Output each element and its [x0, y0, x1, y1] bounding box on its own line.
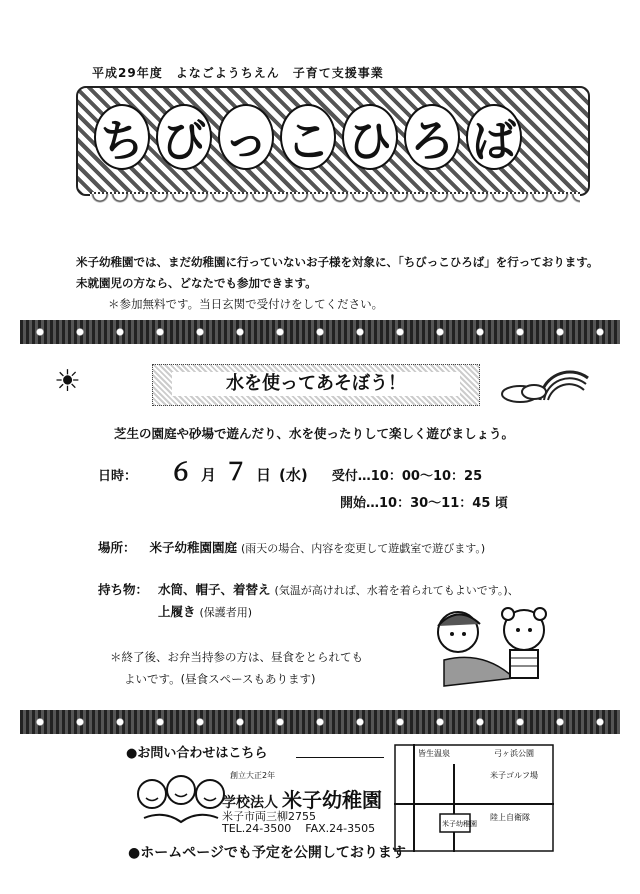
lunch-note: [110, 646, 410, 690]
title-banner: [76, 86, 590, 216]
school-name: 米子幼稚園: [282, 788, 382, 812]
title-char: ば: [466, 104, 522, 170]
lace-border: [90, 192, 580, 214]
homepage-note: ●ホームページでも予定を公開しております: [128, 845, 406, 861]
dotted-divider: [20, 710, 620, 734]
start-time: 開始…10：30～11：45 頃: [340, 496, 508, 511]
school-prefix: 学校法人: [222, 795, 278, 811]
map-label: 陸上自衛隊: [490, 813, 530, 822]
title-char: っ: [218, 104, 274, 170]
items-label: 持ち物：: [98, 582, 149, 597]
place-row: [98, 538, 485, 556]
school-address: 米子市両三柳2755: [222, 810, 316, 823]
items-row: [98, 580, 519, 598]
phone-number: TEL.24-3500: [222, 822, 292, 835]
place-label: 場所：: [98, 540, 136, 555]
contact-heading: ●お問い合わせはこちら: [126, 746, 268, 761]
phone-row: [222, 822, 375, 835]
fax-number: FAX.24-3505: [305, 822, 376, 835]
intro-line: 米子幼稚園では、まだ幼稚園に行っていないお子様を対象に、「ちびっこひろば」を行っております。: [76, 255, 599, 269]
children-illustration: [424, 600, 560, 690]
intro-text: [76, 252, 598, 315]
event-subtitle: 水を使ってあそぼう！: [172, 372, 460, 396]
title-char: ひ: [342, 104, 398, 170]
date-row: [98, 452, 482, 487]
program-header: 平成29年度 よなごようちえん 子育て支援事業: [92, 66, 384, 80]
dotted-divider: [20, 320, 620, 344]
items-note: (気温が高ければ、水着を着られてもよいです。)、: [274, 584, 519, 597]
date-month-unit: 月: [201, 466, 217, 484]
items-row-2: [158, 602, 252, 620]
map-school: 米子幼稚園: [442, 820, 477, 828]
map-label: 弓ヶ浜公園: [494, 749, 534, 758]
items-note-2: (保護者用): [199, 606, 253, 619]
title-char: ち: [94, 104, 150, 170]
intro-note: ＊参加無料です。当日玄関で受付けをしてください。: [108, 297, 384, 311]
place-note: (雨天の場合、内容を変更して遊戯室で遊びます。): [241, 542, 486, 555]
items-value: 水筒、帽子、着替え: [158, 582, 271, 597]
map-label: 米子ゴルフ場: [490, 771, 538, 780]
banner-title: [94, 104, 522, 170]
reception-time: 受付…10：00～10：25: [331, 469, 483, 484]
sun-icon: ☀: [54, 364, 81, 399]
date-weekday: (水): [279, 466, 308, 484]
founded-tag: 創立大正2年: [230, 771, 276, 780]
rainbow-icon: [500, 360, 592, 404]
lunch-note-line: ＊終了後、お弁当持参の方は、昼食をとられても: [110, 650, 363, 664]
kids-faces-logo: [134, 770, 228, 828]
title-char: ろ: [404, 104, 460, 170]
date-day-unit: 日: [256, 466, 272, 484]
items-value-2: 上履き: [158, 604, 196, 619]
lunch-note-line: よいです。(昼食スペースもあります): [124, 672, 316, 686]
place-value: 米子幼稚園園庭: [149, 540, 238, 555]
location-map: [394, 744, 554, 852]
title-char: び: [156, 104, 212, 170]
title-char: こ: [280, 104, 336, 170]
map-label: 皆生温泉: [418, 749, 450, 758]
date-day: ７: [224, 458, 249, 486]
date-label: 日時：: [98, 469, 138, 484]
intro-line: 未就園児の方なら、どなたでも参加できます。: [76, 276, 317, 290]
date-month: ６: [169, 458, 194, 486]
event-description: 芝生の園庭や砂場で遊んだり、水を使ったりして楽しく遊びましょう。: [114, 426, 515, 441]
contact-underline: [296, 757, 384, 758]
